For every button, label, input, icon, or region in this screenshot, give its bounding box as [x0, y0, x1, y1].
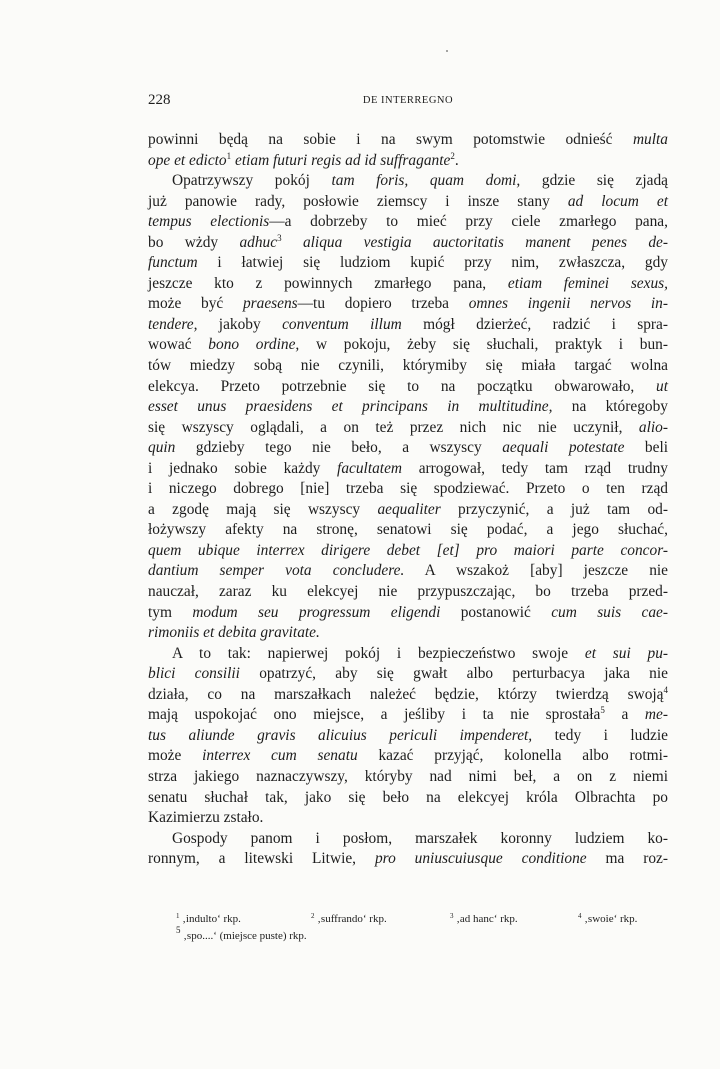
text-segment: —a dobrzeby to mieć przy ciele zmarłego pana,	[269, 213, 668, 231]
text-segment: strza jakiego naznaczywszy, któryby nad nimi beł, a on z niemi	[148, 767, 668, 785]
text-segment: na któregoby	[552, 398, 668, 416]
latin-phrase: aequali potestate	[502, 439, 625, 457]
text-segment: może	[148, 747, 203, 765]
footnote-1: $^1$ ‚indulto‘ rkp.	[176, 912, 241, 925]
text-line	[148, 377, 668, 398]
text-line	[148, 459, 668, 480]
text-line	[148, 541, 668, 562]
latin-phrase: tam foris, quam domi,	[331, 172, 521, 190]
text-line	[148, 788, 668, 809]
text-segment: senatu słuchał tak, jako się beło na elekcyej króla Olbrachta po	[148, 788, 668, 806]
latin-phrase: blici consilii	[148, 665, 240, 683]
text-line	[148, 479, 668, 500]
footnote-row	[148, 911, 668, 928]
text-segment: jeszcze kto z powinnych zmarłego pana,	[148, 274, 508, 292]
text-line	[148, 274, 668, 295]
latin-phrase: aliqua vestigia auctoritatis manent penes de-	[281, 233, 668, 251]
text-line	[148, 808, 668, 829]
text-line	[148, 315, 668, 336]
text-segment: w pokoju, żeby się słuchali, praktyk i bun-	[299, 336, 668, 354]
footnote-marker: 2	[450, 150, 455, 161]
text-segment: łożywszy afekty na stronę, senatowi się podać, a jego słuchać,	[148, 521, 668, 539]
latin-phrase: bono ordine,	[208, 336, 300, 354]
latin-phrase: ope et edicto	[148, 151, 227, 169]
latin-phrase: interrex cum senatu	[202, 747, 358, 765]
text-segment: tów miedzy sobą nie czynili, którymiby się miała targać wolna	[148, 357, 668, 375]
latin-phrase: pro uniuscuiusque conditione	[374, 850, 587, 868]
text-segment: opatrzyć, aby się gwałt albo perturbacya jaka nie	[239, 665, 668, 683]
page-header	[148, 92, 668, 114]
latin-phrase: quem ubique interrex dirigere debet [et] pro maiori parte concor-	[148, 541, 668, 559]
text-line	[148, 294, 668, 315]
text-segment: i jednako sobie każdy	[148, 459, 338, 477]
latin-phrase: modum seu progressum eligendi	[192, 603, 441, 621]
text-segment: ronnym, a litewski Litwie,	[148, 850, 375, 868]
footnote-marker: 1	[226, 150, 232, 161]
latin-phrase: ad locum et	[567, 192, 668, 210]
text-line	[148, 603, 668, 624]
text-segment: bo wżdy	[148, 233, 240, 251]
text-segment: beli	[624, 439, 668, 457]
text-line	[148, 849, 668, 870]
running-title: DE INTERREGNO	[362, 95, 454, 106]
text-line	[148, 829, 668, 850]
text-segment: wować	[148, 336, 209, 354]
footnote-4: $^4$ ‚swoie‘ rkp.	[578, 912, 638, 925]
text-line	[148, 705, 668, 726]
text-segment: gdzieby tego nie beło, a wszyscy	[175, 439, 503, 457]
latin-phrase: ut	[656, 377, 668, 395]
text-line	[148, 685, 668, 706]
text-segment: Kazimierzu zstało.	[148, 809, 264, 827]
latin-phrase: alio-	[638, 418, 668, 436]
text-line	[148, 171, 668, 192]
text-segment: mają uspokojać ono miejsce, a jeśliby i ta nie sprostała	[148, 706, 601, 724]
text-segment: działa, co na marszałkach należeć będzie, którzy twierdzą swoją	[148, 685, 664, 703]
latin-phrase: dantium semper vota concludere.	[148, 562, 405, 580]
page-number: 228	[148, 92, 171, 108]
text-line	[148, 520, 668, 541]
text-segment: Gospody panom i posłom, marszałek koronny ludziem ko-	[172, 829, 668, 847]
text-line	[148, 582, 668, 603]
latin-phrase: tendere,	[148, 315, 198, 333]
text-segment: jakoby	[197, 315, 283, 333]
latin-phrase: omnes ingenii nervos in-	[468, 295, 668, 313]
footnote-marker: 4	[663, 684, 668, 695]
text-line	[148, 212, 668, 233]
text-segment: i łatwiej się ludziom kupić przy nim, zwłaszcza, gdy	[197, 254, 668, 272]
latin-phrase: etiam futuri regis ad id suffragante	[231, 151, 451, 169]
text-line	[148, 644, 668, 665]
text-line	[148, 767, 668, 788]
text-line	[148, 253, 668, 274]
text-segment: A wszakoż [aby] jeszcze nie	[404, 562, 669, 580]
text-line	[148, 233, 668, 254]
latin-phrase: rimoniis et debita gravitate.	[148, 624, 320, 642]
latin-phrase: conventum illum	[282, 315, 402, 333]
text-line	[148, 438, 668, 459]
text-segment: elekcya. Przeto potrzebnie się to na początku obwarowało,	[148, 377, 657, 395]
latin-phrase: et sui pu-	[584, 644, 669, 662]
text-line	[148, 561, 668, 582]
text-line	[148, 151, 668, 172]
latin-phrase: quin	[148, 439, 176, 457]
text-line	[148, 623, 668, 644]
latin-phrase: functum	[148, 254, 198, 272]
text-line	[148, 192, 668, 213]
text-segment: i niczego dobrego [nie] trzeba się spodziewać. Przeto o ten rząd	[148, 480, 668, 498]
text-line	[148, 726, 668, 747]
text-line	[148, 746, 668, 767]
text-segment: przyczynić, a już tam od-	[440, 500, 668, 518]
footnote-marker: 5	[600, 705, 605, 716]
paper-speck	[446, 50, 448, 52]
text-segment: a	[604, 706, 645, 724]
text-segment: .	[454, 151, 459, 169]
text-segment: mógł dzierżeć, radzić i spra-	[401, 315, 669, 333]
text-segment: —tu dopiero trzeba	[297, 295, 469, 313]
text-segment: już panowie rady, posłowie ziemscy i insze stany	[148, 192, 568, 210]
text-line	[148, 397, 668, 418]
footnote-3: $^3$ ‚ad hanc‘ rkp.	[450, 912, 518, 925]
text-segment: gdzie się zjadą	[520, 172, 668, 190]
text-segment: kazać przyjąć, kolonella albo rotmi-	[357, 747, 668, 765]
footnotes	[148, 911, 668, 945]
latin-phrase: adhuc	[239, 233, 278, 251]
footnote-5: $^5$ ‚spo....‘ (miejsce puste) rkp.	[176, 925, 307, 942]
text-segment: tym	[148, 603, 193, 621]
text-segment: A to tak: napierwej pokój i bezpieczeństwo swoje	[172, 644, 585, 662]
text-segment: może być	[148, 295, 243, 313]
footnote-marker: 3	[277, 232, 282, 243]
latin-phrase: etiam feminei sexus,	[507, 274, 668, 292]
text-segment: postanowić	[440, 603, 552, 621]
latin-phrase: multa	[632, 131, 668, 148]
footnote-2: $^2$ ‚suffrando‘ rkp.	[311, 912, 387, 925]
text-segment: tedy i ludzie	[532, 726, 668, 744]
latin-phrase: aequaliter	[377, 500, 441, 518]
text-line	[148, 418, 668, 439]
text-line	[148, 130, 668, 151]
text-line	[148, 335, 668, 356]
latin-phrase: esset unus praesidens et principans in multitudine,	[148, 398, 553, 416]
text-segment: ma roz-	[586, 850, 669, 868]
text-segment: się wszyscy oglądali, a on też przez nich nic nie uczynił,	[148, 418, 639, 436]
text-line	[148, 356, 668, 377]
latin-phrase: tempus electionis	[148, 213, 270, 231]
text-line	[148, 664, 668, 685]
text-segment: a zgodę mają się wszyscy	[148, 500, 378, 518]
text-segment: powinni będą na sobie i na swym potomstwie odnieść	[148, 131, 633, 148]
latin-phrase: tus aliunde gravis alicuius periculi impenderet,	[148, 726, 533, 744]
body-text	[148, 130, 668, 870]
text-segment: arrogował, tedy tam rząd trudny	[402, 459, 669, 477]
latin-phrase: me-	[644, 706, 668, 724]
latin-phrase: facultatem	[337, 459, 403, 477]
text-line	[148, 500, 668, 521]
latin-phrase: cum suis cae-	[551, 603, 668, 621]
text-segment: nauczał, zaraz ku elekcyej nie przypuszczając, bo trzeba przed-	[148, 583, 668, 601]
text-segment: Opatrzywszy pokój	[172, 172, 332, 190]
latin-phrase: praesens	[242, 295, 298, 313]
